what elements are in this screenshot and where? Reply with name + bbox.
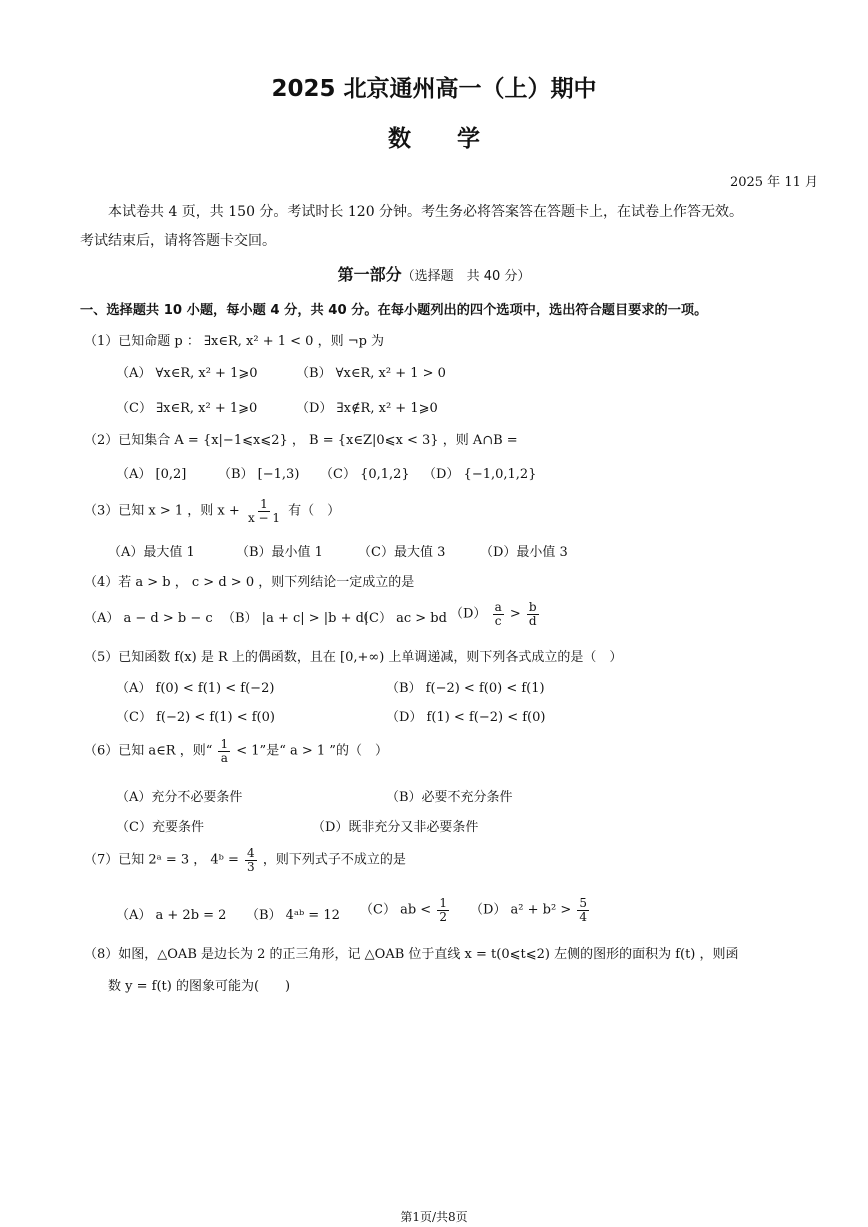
- q7-option-c: [360, 897, 451, 923]
- q3-option-c: （C）最大值 3: [358, 545, 446, 560]
- q3-option-a: （A）最大值 1: [108, 545, 195, 560]
- q4-stem: （4）若 a > b ， c > d > 0 ，则下列结论一定成立的是: [84, 575, 415, 590]
- q1-option-d: （D） ∃x∉R, x² + 1⩾0: [296, 401, 438, 416]
- q6-option-d: （D）既非充分又非必要条件: [312, 820, 479, 835]
- q4-d-fraction-2: [527, 601, 539, 627]
- q6-option-b: （B）必要不充分条件: [386, 790, 513, 805]
- q7-c-fraction: [437, 897, 449, 923]
- subject-title: 数 学: [388, 126, 480, 152]
- q6-fraction-numerator: 1: [220, 737, 229, 751]
- q7-d-fraction: [577, 897, 589, 923]
- q7-option-a: （A） a + 2b = 2: [116, 908, 227, 923]
- part-title: 第一部分: [337, 265, 402, 284]
- q6-fraction-denominator: a: [220, 750, 228, 765]
- instructions-line-1: 本试卷共 4 页，共 150 分。考试时长 120 分钟。考生务必将答案答在答题卡上，在试卷上作答无效。: [108, 204, 744, 220]
- q4-d-fraction-1-denominator: c: [494, 613, 502, 628]
- q7-option-b: （B） 4ᵃᵇ = 12: [246, 908, 340, 923]
- q5-stem: （5）已知函数 f(x) 是 R 上的偶函数，且在 [0,+∞) 上单调递减，则下列各式成立的是（ ）: [84, 650, 623, 665]
- q7-c-fraction-denominator: 2: [439, 909, 447, 924]
- section-heading: 一、选择题共 10 小题，每小题 4 分，共 40 分。在每小题列出的四个选项中，选出符合题目要求的一项。: [80, 303, 708, 318]
- q5-option-a: （A） f(0) < f(1) < f(−2): [116, 681, 275, 696]
- q4-option-c: （C） ac > bd: [356, 611, 447, 626]
- q7-option-c-pre: （C） ab <: [360, 902, 432, 918]
- q7-option-d-pre: （D） a² + b² >: [470, 902, 572, 918]
- q3-stem-pre: （3）已知 x > 1 ，则 x +: [84, 503, 240, 519]
- q5-option-c: （C） f(−2) < f(1) < f(0): [116, 710, 275, 725]
- q6-stem-post: < 1”是“ a > 1 ”的（ ）: [236, 743, 388, 759]
- q6-option-a: （A）充分不必要条件: [116, 790, 243, 805]
- q7-fraction-denominator: 3: [247, 859, 255, 874]
- q2-stem: （2）已知集合 A = {x|−1⩽x⩽2} ， B = {x∈Z|0⩽x < 3} ，则 A∩B =: [84, 433, 518, 448]
- q5-option-b: （B） f(−2) < f(0) < f(1): [386, 681, 545, 696]
- q7-stem-pre: （7）已知 2ᵃ = 3 ， 4ᵇ =: [84, 852, 239, 868]
- q2-option-c: （C） {0,1,2}: [320, 467, 410, 482]
- q4-d-compare: >: [509, 606, 521, 622]
- q4-option-d: [450, 601, 541, 627]
- q4-option-b: （B） |a + c| > |b + d|: [222, 611, 369, 626]
- q3-fraction: [246, 498, 282, 524]
- q7-option-d: [470, 897, 591, 923]
- q4-d-fraction-1-numerator: a: [494, 600, 502, 614]
- q4-option-d-label: （D）: [450, 606, 487, 622]
- q5-option-d: （D） f(1) < f(−2) < f(0): [386, 710, 546, 725]
- q7-fraction: [245, 847, 257, 873]
- q6-stem-pre: （6）已知 a∈R ，则“: [84, 743, 213, 759]
- q3-fraction-denominator: x − 1: [247, 510, 281, 525]
- q3-fraction-numerator: 1: [260, 497, 268, 511]
- q2-option-d: （D） {−1,0,1,2}: [423, 467, 537, 482]
- q7-stem-post: ，则下列式子不成立的是: [262, 852, 406, 868]
- q3-option-b: （B）最小值 1: [236, 545, 323, 560]
- exam-date: 2025 年 11 月: [729, 175, 818, 190]
- q2-option-b: （B） [−1,3): [218, 467, 300, 482]
- q6-option-c: （C）充要条件: [116, 820, 204, 835]
- q7-c-fraction-numerator: 1: [439, 896, 447, 910]
- q4-d-fraction-1: [493, 601, 504, 627]
- q1-option-b: （B） ∀x∈R, x² + 1 > 0: [296, 366, 446, 381]
- q7-stem: [84, 847, 406, 873]
- q8-line-2: 数 y = f(t) 的图象可能为( ): [108, 979, 291, 994]
- q4-d-fraction-2-numerator: b: [528, 600, 537, 614]
- q7-d-fraction-numerator: 5: [579, 896, 588, 910]
- q4-d-fraction-2-denominator: d: [528, 613, 537, 628]
- q4-option-a: （A） a − d > b − c: [84, 611, 213, 626]
- instructions-line-2: 考试结束后，请将答题卡交回。: [80, 233, 276, 249]
- q8-line-1: （8）如图，△OAB 是边长为 2 的正三角形，记 △OAB 位于直线 x = t(0⩽t⩽2) 左侧的图形的面积为 f(t) ，则函: [84, 947, 739, 962]
- q2-option-a: （A） [0,2]: [116, 467, 187, 482]
- q7-fraction-numerator: 4: [247, 846, 255, 860]
- q1-option-c: （C） ∃x∈R, x² + 1⩾0: [116, 401, 258, 416]
- part-subtitle: （选择题 共 40 分）: [401, 269, 531, 284]
- q3-stem-post: 有（ ）: [288, 503, 341, 519]
- q6-fraction: [218, 738, 230, 764]
- part-heading: [0, 262, 868, 285]
- exam-title: 2025 北京通州高一（上）期中: [271, 76, 597, 102]
- q6-stem: [84, 738, 388, 764]
- q7-d-fraction-denominator: 4: [579, 909, 588, 924]
- q1-option-a: （A） ∀x∈R, x² + 1⩾0: [116, 366, 258, 381]
- q3-option-d: （D）最小值 3: [480, 545, 568, 560]
- page-footer: 第1页/共8页: [400, 1210, 468, 1224]
- q3-stem: [84, 498, 340, 524]
- q1-stem: （1）已知命题 p ： ∃x∈R, x² + 1 < 0 ，则 ¬p 为: [84, 334, 385, 349]
